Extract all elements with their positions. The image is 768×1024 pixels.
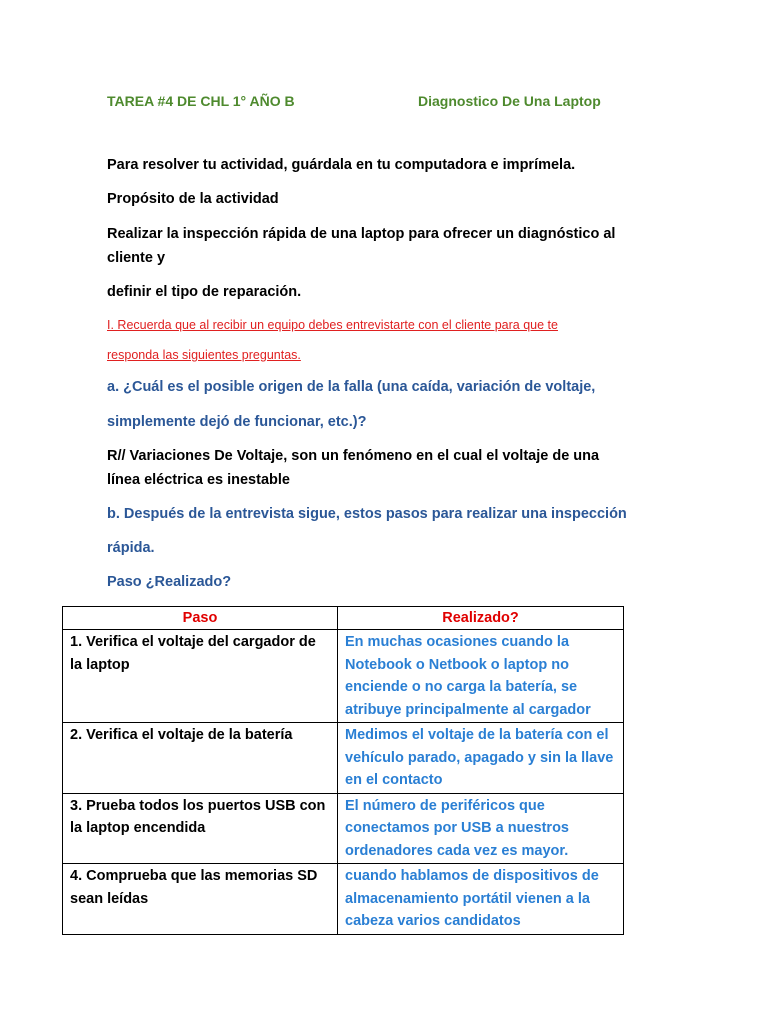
table-row (63, 864, 624, 935)
table-row (63, 793, 624, 864)
question-b-line: b. Después de la entrevista sigue, estos pasos para realizar una inspección (107, 506, 627, 522)
purpose-line: definir el tipo de reparación. (107, 284, 302, 300)
instruction-line: I. Recuerda que al recibir un equipo debes entrevistarte con el cliente para que te (107, 318, 558, 332)
step-cell: 4. Comprueba que las memorias SD sean leídas (63, 864, 338, 935)
instruction-line: responda las siguientes preguntas. (107, 348, 301, 362)
answer-line: R// Variaciones De Voltaje, son un fenómeno en el cual el voltaje de una (107, 448, 600, 464)
result-cell: En muchas ocasiones cuando la Notebook o Netbook o laptop no enciende o no carga la batería, se atribuye principalmente al cargador (338, 630, 624, 723)
purpose-heading: Propósito de la actividad (107, 191, 279, 207)
answer-line: línea eléctrica es inestable (107, 472, 290, 488)
intro-text: Para resolver tu actividad, guárdala en tu computadora e imprímela. (107, 157, 576, 173)
table-caption: Paso ¿Realizado? (107, 574, 232, 590)
result-cell: cuando hablamos de dispositivos de almacenamiento portátil vienen a la cabeza varios candidatos (338, 864, 624, 935)
question-b-line: rápida. (107, 540, 155, 556)
task-title: TAREA #4 DE CHL 1° AÑO B (107, 93, 295, 109)
result-cell: Medimos el voltaje de la batería con el vehículo parado, apagado y sin la llave en el contacto (338, 723, 624, 794)
purpose-line: cliente y (107, 250, 166, 266)
step-cell: 2. Verifica el voltaje de la batería (63, 723, 338, 794)
table-row (63, 723, 624, 794)
question-a-line: a. ¿Cuál es el posible origen de la falla (una caída, variación de voltaje, (107, 379, 596, 395)
table-row (63, 630, 624, 723)
purpose-line: Realizar la inspección rápida de una laptop para ofrecer un diagnóstico al (107, 226, 616, 242)
result-cell: El número de periféricos que conectamos por USB a nuestros ordenadores cada vez es mayor. (338, 793, 624, 864)
header-cell-realizado: Realizado? (338, 607, 624, 630)
table-header-row (63, 607, 624, 630)
steps-table (62, 606, 624, 935)
topic-title: Diagnostico De Una Laptop (418, 93, 601, 109)
header-cell-paso: Paso (63, 607, 338, 630)
step-cell: 3. Prueba todos los puertos USB con la laptop encendida (63, 793, 338, 864)
question-a-line: simplemente dejó de funcionar, etc.)? (107, 414, 367, 430)
step-cell: 1. Verifica el voltaje del cargador de la laptop (63, 630, 338, 723)
